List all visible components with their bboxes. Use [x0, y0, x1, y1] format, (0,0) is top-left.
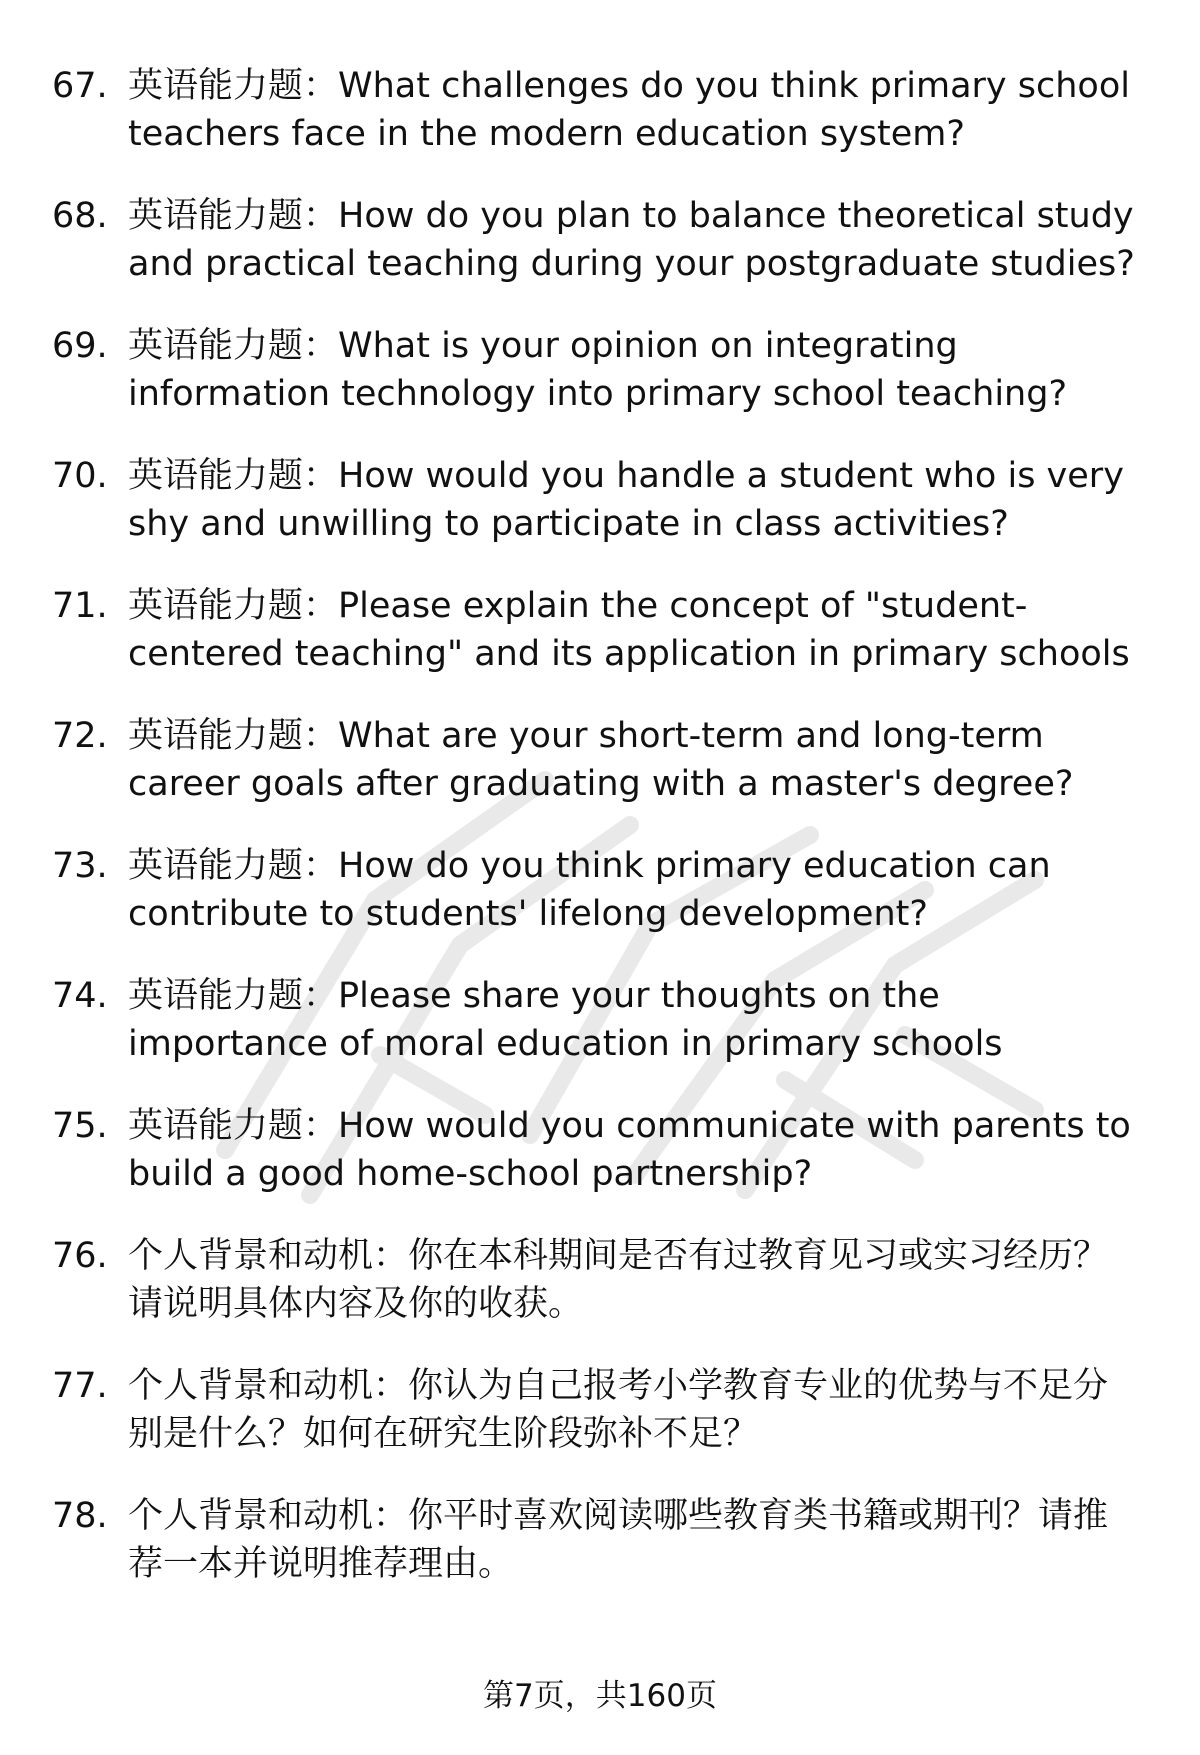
question-category: 英语能力题： — [128, 716, 339, 756]
question-number: 76. — [52, 1236, 108, 1276]
question-number: 74. — [52, 976, 108, 1016]
question-number: 77. — [52, 1366, 108, 1406]
question-number: 73. — [52, 846, 108, 886]
question-category: 英语能力题： — [128, 456, 339, 496]
question-text — [128, 582, 1142, 678]
question-item — [52, 62, 1142, 158]
question-text — [128, 1232, 1142, 1328]
question-item — [52, 1362, 1142, 1458]
question-text — [128, 1102, 1142, 1198]
question-item — [52, 1492, 1142, 1588]
question-item — [52, 1232, 1142, 1328]
question-number: 75. — [52, 1106, 108, 1146]
question-number: 69. — [52, 326, 108, 366]
question-item — [52, 712, 1142, 808]
question-body: 你在本科期间是否有过教育见习或实习经历？请说明具体内容及你的收获。 — [128, 1236, 1109, 1324]
question-item — [52, 452, 1142, 548]
question-category: 英语能力题： — [128, 976, 339, 1016]
question-text — [128, 62, 1142, 158]
question-item — [52, 1102, 1142, 1198]
question-category: 英语能力题： — [128, 586, 339, 626]
question-item — [52, 322, 1142, 418]
question-item — [52, 582, 1142, 678]
question-body: How do you think primary education can contribute to students' lifelong development? — [128, 846, 1051, 934]
question-body: What challenges do you think primary school teachers face in the modern education system? — [128, 66, 1130, 154]
question-text — [128, 452, 1142, 548]
question-body: Please share your thoughts on the importance of moral education in primary schools — [128, 976, 1003, 1064]
question-category: 英语能力题： — [128, 1106, 339, 1146]
question-text — [128, 712, 1142, 808]
question-category: 个人背景和动机： — [128, 1366, 409, 1406]
question-body: 你平时喜欢阅读哪些教育类书籍或期刊？请推荐一本并说明推荐理由。 — [128, 1496, 1109, 1584]
question-text — [128, 842, 1142, 938]
question-body: What is your opinion on integrating information technology into primary school teaching? — [128, 326, 1068, 414]
question-text — [128, 1362, 1142, 1458]
page-footer — [0, 1676, 1200, 1716]
question-category: 英语能力题： — [128, 66, 339, 106]
question-item — [52, 192, 1142, 288]
question-number: 70. — [52, 456, 108, 496]
question-category: 个人背景和动机： — [128, 1496, 409, 1536]
question-number: 71. — [52, 586, 108, 626]
question-category: 英语能力题： — [128, 196, 339, 236]
question-text — [128, 322, 1142, 418]
question-body: How do you plan to balance theoretical study and practical teaching during your postgraduate studies? — [128, 196, 1135, 284]
question-number: 78. — [52, 1496, 108, 1536]
question-category: 英语能力题： — [128, 846, 339, 886]
question-item — [52, 842, 1142, 938]
question-body: 你认为自己报考小学教育专业的优势与不足分别是什么？如何在研究生阶段弥补不足？ — [128, 1366, 1109, 1454]
question-body: Please explain the concept of "student-centered teaching" and its application in primary schools — [128, 586, 1130, 674]
question-item — [52, 972, 1142, 1068]
question-category: 个人背景和动机： — [128, 1236, 409, 1276]
question-text — [128, 972, 1142, 1068]
question-number: 72. — [52, 716, 108, 756]
question-text — [128, 192, 1142, 288]
question-text — [128, 1492, 1142, 1588]
question-category: 英语能力题： — [128, 326, 339, 366]
question-number: 68. — [52, 196, 108, 236]
question-body: How would you communicate with parents to build a good home-school partnership? — [128, 1106, 1131, 1194]
page-number-label: 第7页，共160页 — [483, 1678, 717, 1714]
question-body: What are your short-term and long-term career goals after graduating with a master's degree? — [128, 716, 1074, 804]
question-body: How would you handle a student who is very shy and unwilling to participate in class activities? — [128, 456, 1124, 544]
question-number: 67. — [52, 66, 108, 106]
question-list — [52, 62, 1142, 1622]
